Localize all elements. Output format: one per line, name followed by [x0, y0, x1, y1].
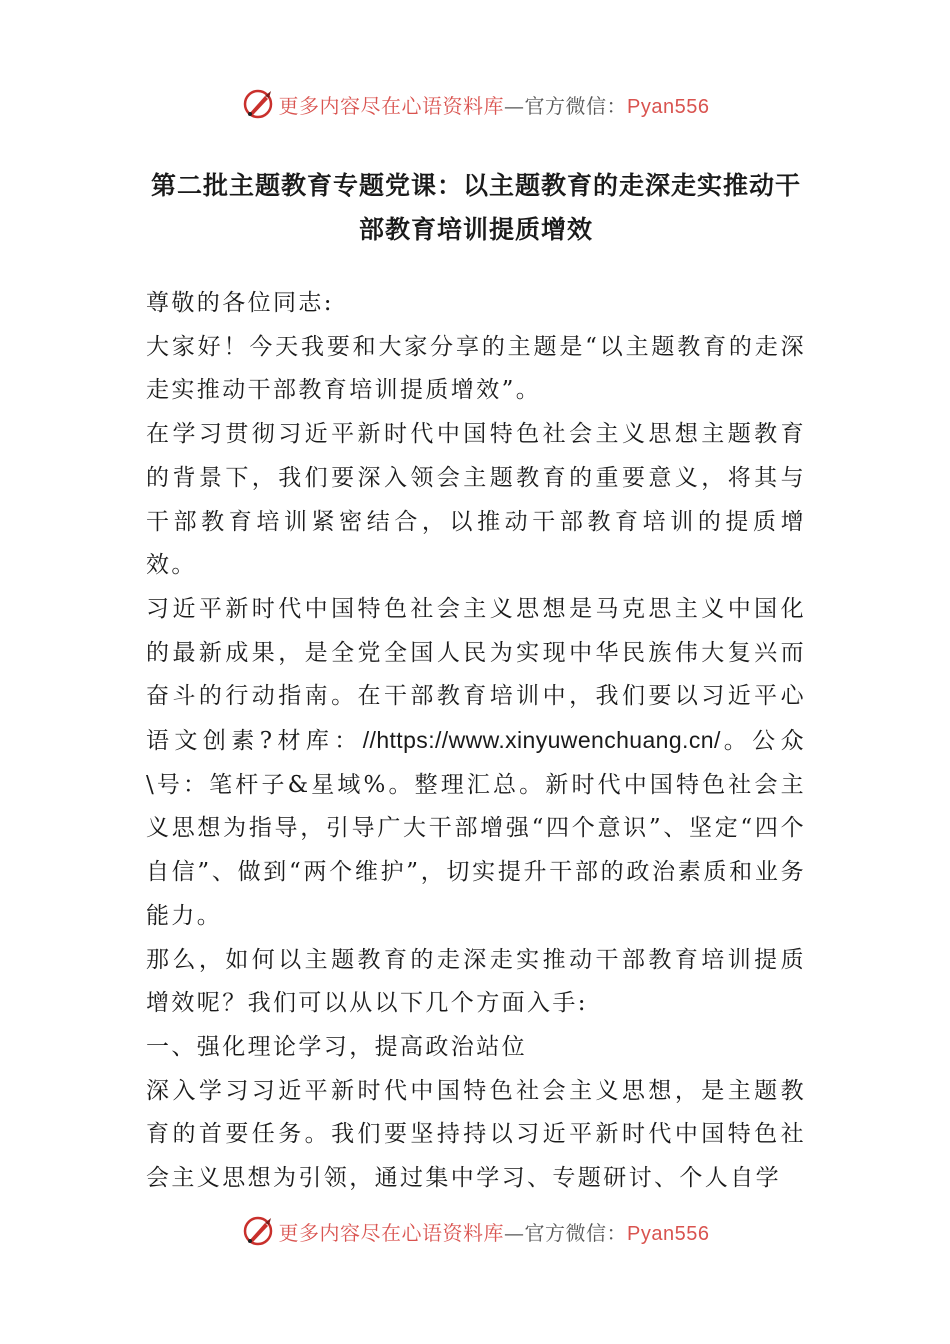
paragraph: 那么，如何以主题教育的走深走实推动干部教育培训提质增效呢？我们可以从以下几个方面入手: [146, 946, 806, 1017]
paragraph-text: 。公众\号：笔杆子&星域%。整理汇总。新时代中国特色社会主义思想为指导，引导广大干部增强“四个意识”、坚定“四个自信”、做到“两个维护”，切实提升干部的政治素质和业务能力。 [146, 728, 807, 929]
header-banner [0, 84, 950, 124]
quill-pen-icon [241, 87, 275, 121]
header-banner-text: 更多内容尽在心语资料库—官方微信：Pyan556 [278, 93, 710, 118]
footer-banner-text: 更多内容尽在心语资料库—官方微信：Pyan556 [278, 1220, 710, 1245]
quill-pen-icon [241, 1214, 275, 1248]
paragraph-text: 习近平新时代中国特色社会主义思想是马克思主义中国化的最新成果，是全党全国人民为实现中华民族伟大复兴而奋斗的行动指南。在干部教育培训中，我们要以习近平心语文创素?材库： [146, 595, 806, 755]
source-url: //https://www.xinyuwenchuang.cn/ [362, 727, 721, 754]
wechat-id: Pyan556 [627, 1222, 710, 1245]
document-title: 第二批主题教育专题党课：以主题教育的走深走实推动干部教育培训提质增效 [150, 171, 801, 244]
paragraph [146, 588, 806, 939]
paragraph: 尊敬的各位同志: [146, 290, 334, 316]
footer-banner [0, 1211, 950, 1251]
paragraph: 深入学习习近平新时代中国特色社会主义思想，是主题教育的首要任务。我们要坚持持以习近平新时代中国特色社会主义思想为引领，通过集中学习、专题研讨、个人自学 [146, 1077, 806, 1192]
document-body [146, 282, 806, 1201]
paragraph: 大家好！今天我要和大家分享的主题是“以主题教育的走深走实推动干部教育培训提质增效”。 [146, 333, 806, 404]
paragraph: 在学习贯彻习近平新时代中国特色社会主义思想主题教育的背景下，我们要深入领会主题教育的重要意义，将其与干部教育培训紧密结合，以推动干部教育培训的提质增效。 [146, 421, 806, 579]
section-heading: 一、强化理论学习，提高政治站位 [146, 1033, 527, 1060]
wechat-id: Pyan556 [627, 95, 710, 118]
